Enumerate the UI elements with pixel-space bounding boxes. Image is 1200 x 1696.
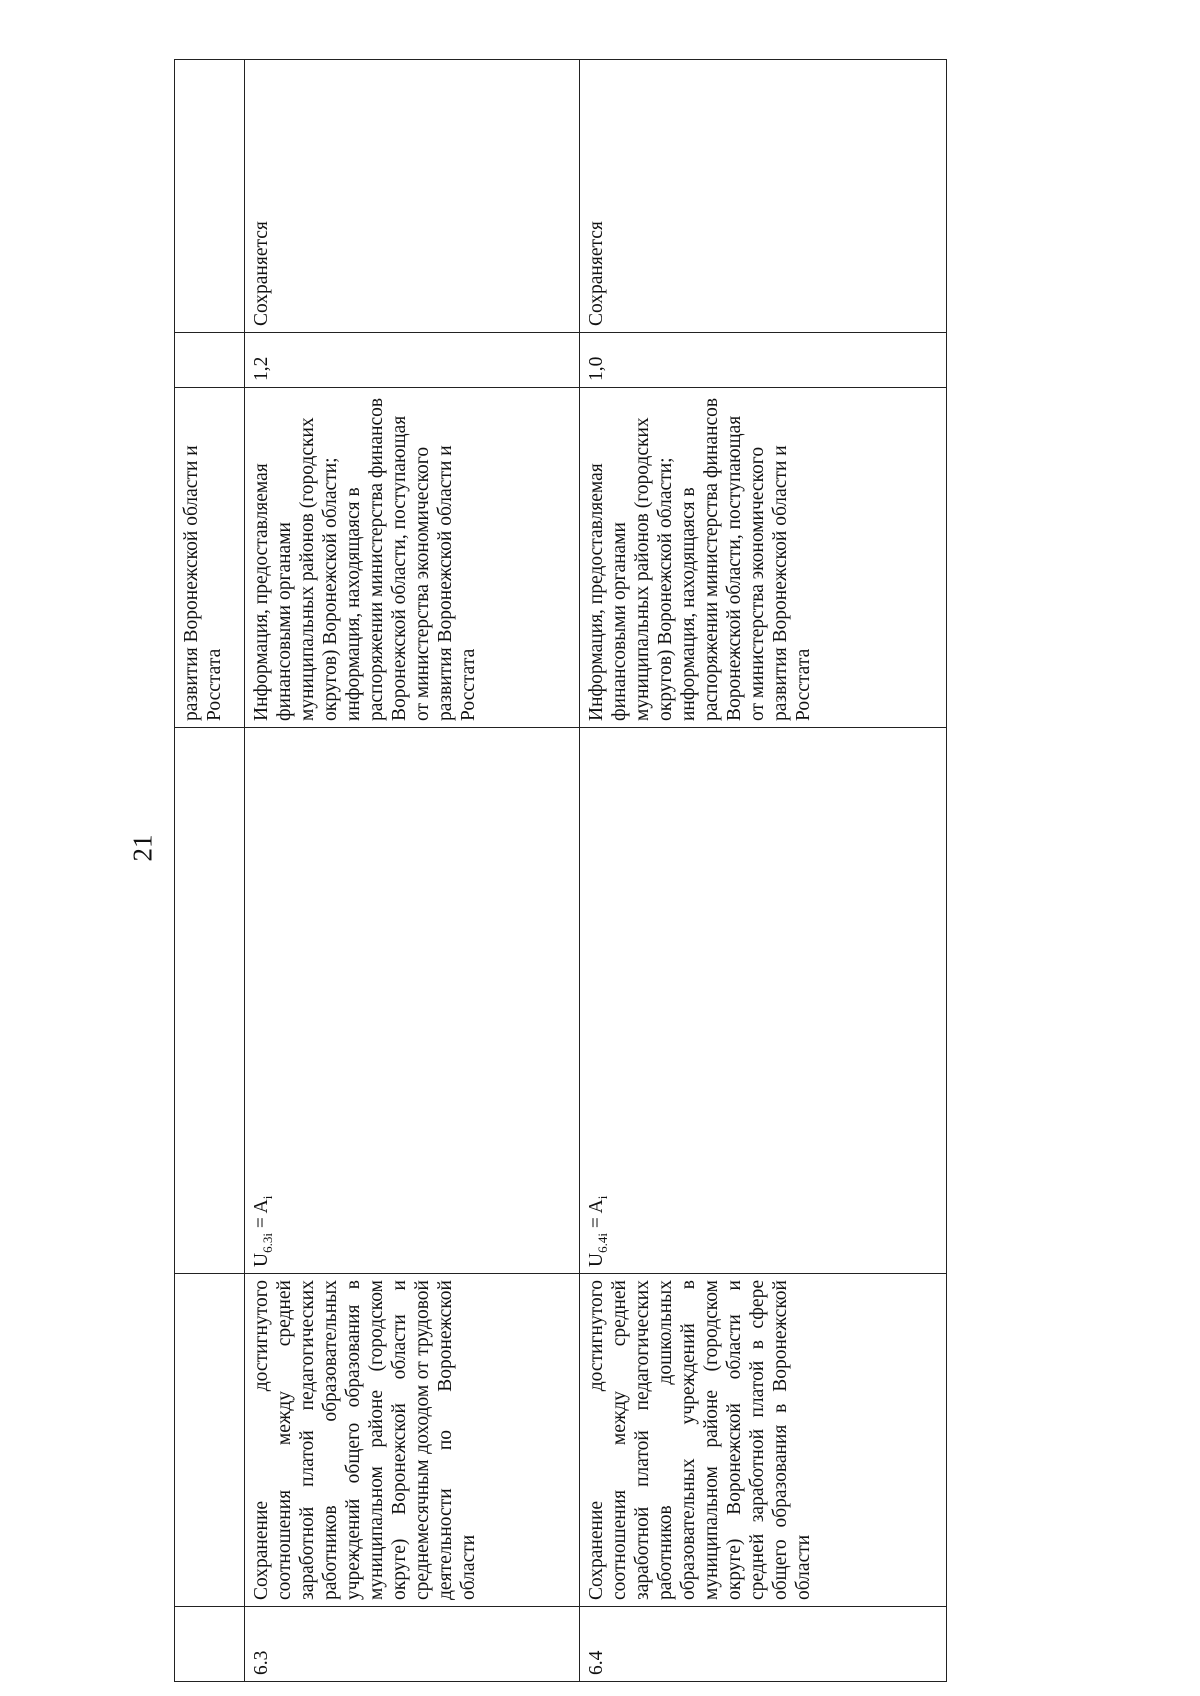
- cell-status: [245, 60, 580, 333]
- cell-number: [245, 1607, 580, 1682]
- row-number: 6.3: [251, 1650, 272, 1675]
- cell-source: [175, 388, 245, 728]
- cell-weight: [245, 333, 580, 388]
- cell-formula: [245, 728, 580, 1274]
- cell-source: [245, 388, 580, 728]
- cell-formula: [175, 728, 245, 1274]
- cell-weight: [175, 333, 245, 388]
- rotated-table-wrapper: [174, 60, 946, 1682]
- cell-indicator: [580, 1274, 947, 1607]
- source-text: Информация, предоставляемая финансовыми органами муниципальных районов (городских округов) Воронежской области; информация, находящаяся в распоряжении министерства финансов Воронежской области, поступающая от министерства экономического развития Воронежской области и Росстата: [251, 397, 479, 721]
- table-row-continuation: [175, 60, 245, 1682]
- weight-value: 1,2: [251, 356, 272, 381]
- status-text: Сохраняется: [251, 221, 272, 326]
- weight-value: 1,0: [586, 356, 607, 381]
- cell-formula: [580, 728, 947, 1274]
- formula: $U_{6.4i} = A_i$: [586, 1195, 610, 1267]
- cell-status: [580, 60, 947, 333]
- page-number: 21: [127, 834, 158, 862]
- indicator-text: Сохранение достигнутого соотношения между средней заработной платой педагогических работников образовательных учреждений общего образования в муниципальном районе (городском округе) Воронежской области и среднемесячным доходом от трудовой деятельности по Воронежской области: [251, 1280, 479, 1600]
- cell-indicator: [245, 1274, 580, 1607]
- cell-status: [175, 60, 245, 333]
- cell-indicator: [175, 1274, 245, 1607]
- cell-number: [175, 1607, 245, 1682]
- cell-weight: [580, 333, 947, 388]
- formula: $U_{6.3i} = A_i$: [251, 1195, 275, 1267]
- indicator-text: Сохранение достигнутого соотношения между средней заработной платой педагогических работников дошкольных образовательных учреждений в муниципальном районе (городском округе) Воронежской области и средней заработной платой в сфере общего образования в Воронежской области: [586, 1280, 814, 1600]
- status-text: Сохраняется: [586, 221, 607, 326]
- table-row: [245, 60, 580, 1682]
- source-text: развития Воронежской области и Росстата: [181, 445, 225, 721]
- row-number: 6.4: [586, 1650, 607, 1675]
- source-text: Информация, предоставляемая финансовыми органами муниципальных районов (городских округов) Воронежской области; информация, находящаяся в распоряжении министерства финансов Воронежской области, поступающая от министерства экономического развития Воронежской области и Росстата: [586, 397, 814, 721]
- indicators-table: [174, 59, 947, 1682]
- table-row: [580, 60, 947, 1682]
- cell-number: [580, 1607, 947, 1682]
- cell-source: [580, 388, 947, 728]
